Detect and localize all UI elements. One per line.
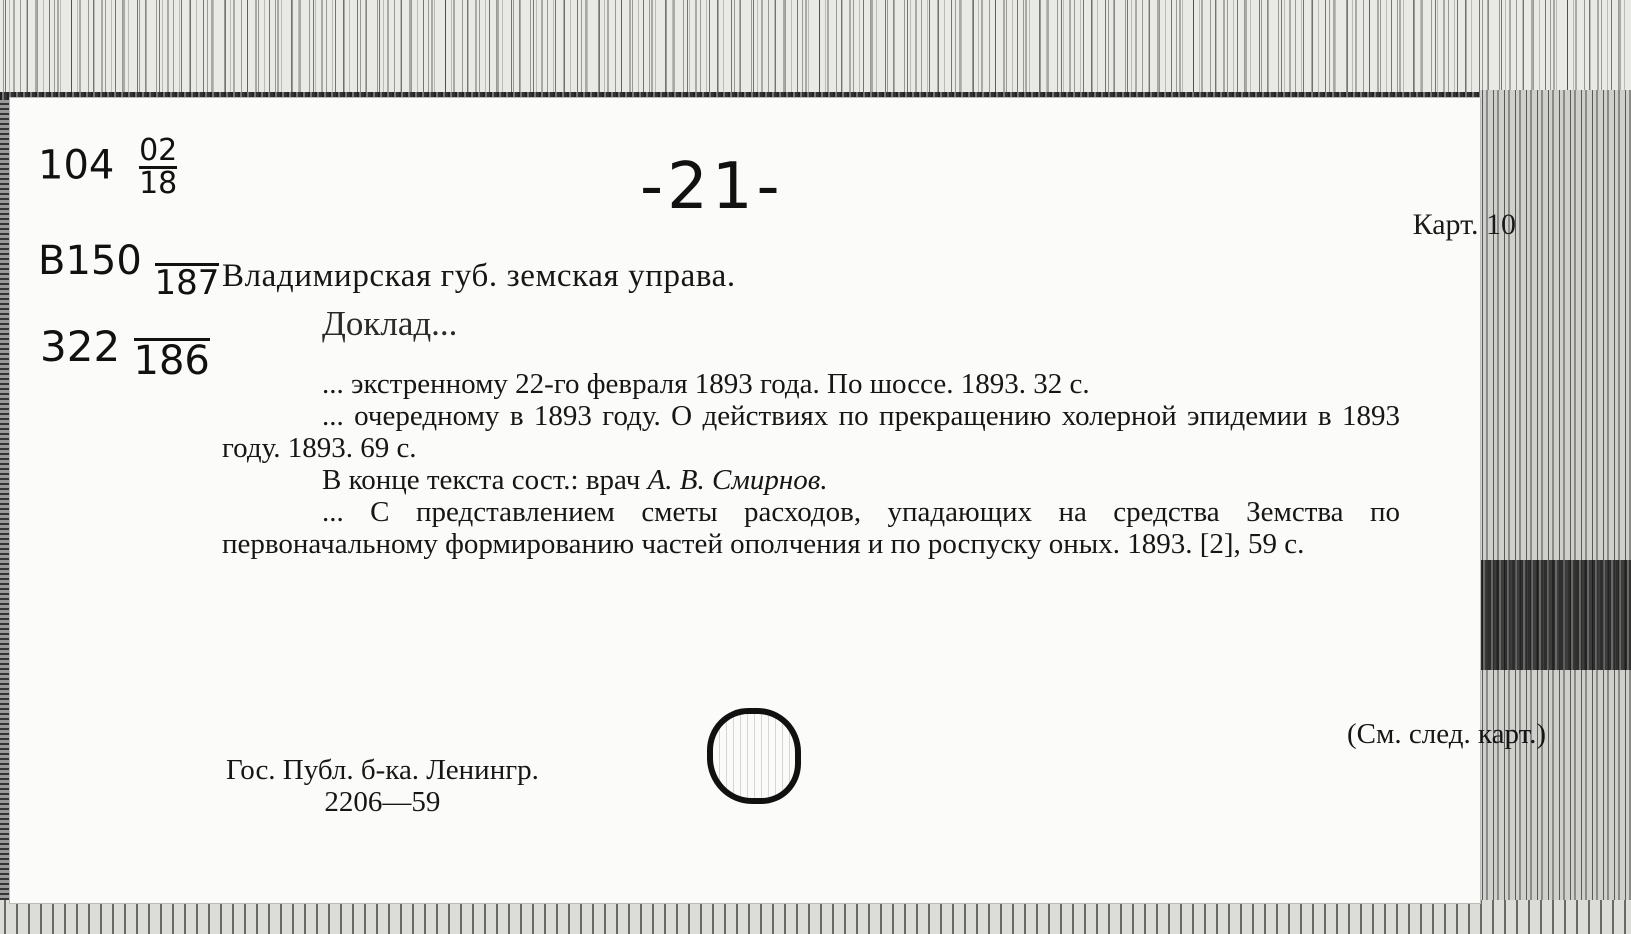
shelfmark-1-numerator: 02	[139, 133, 178, 168]
entry-1: ... экстренному 22-го февраля 1893 года. По шоссе. 1893. 32 с.	[322, 368, 1090, 400]
entry-2: ... очередному в 1893 году. О действиях по прекращению холерной эпидемии в 1893 году. 1893. 69 с.	[222, 400, 1400, 464]
shelfmark-3-denominator: 186	[133, 338, 210, 384]
scan-noise-left	[0, 100, 10, 900]
shelfmark-3	[40, 322, 210, 384]
entry-4: ... С представлением сметы расходов, упадающих на средства Земства по первоначальному формированию частей ополчения и по роспуску оных. 1893. [2], 59 с.	[222, 496, 1400, 560]
scan-dark-band-right	[1480, 560, 1631, 670]
card-number: Карт. 10	[1412, 208, 1516, 241]
shelfmark-2	[38, 238, 220, 303]
punch-hole-stamp	[707, 708, 801, 804]
shelfmark-1-denominator: 18	[139, 166, 178, 201]
library-code: 2206—59	[324, 786, 441, 818]
shelfmark-3-main: 322	[40, 322, 121, 371]
scan-noise-top	[0, 0, 1631, 100]
scan-noise-bottom	[0, 900, 1631, 934]
card-heading: Владимирская губ. земская управа.	[222, 258, 736, 294]
shelfmark-1	[38, 133, 178, 201]
shelfmark-2-denominator: 187	[154, 262, 220, 303]
library-imprint	[226, 754, 539, 818]
shelfmark-1-main: 104	[38, 142, 115, 189]
entry-3-text: В конце текста сост.: врач	[322, 464, 641, 496]
entry-3	[222, 464, 1400, 496]
card-subheading: Доклад...	[322, 304, 458, 343]
shelfmark-2-main: B150	[38, 238, 142, 284]
card-entries	[222, 368, 1400, 560]
library-name: Гос. Публ. б-ка. Ленингр.	[226, 754, 539, 786]
shelfmark-3-fraction	[133, 338, 210, 384]
shelfmark-1-fraction	[139, 133, 178, 201]
shelfmark-2-fraction	[154, 262, 220, 303]
see-next-card: (См. след. карт.)	[1347, 718, 1546, 750]
entry-3-author: А. В. Смирнов.	[647, 464, 828, 496]
handwritten-page-mark: -21-	[640, 150, 784, 224]
